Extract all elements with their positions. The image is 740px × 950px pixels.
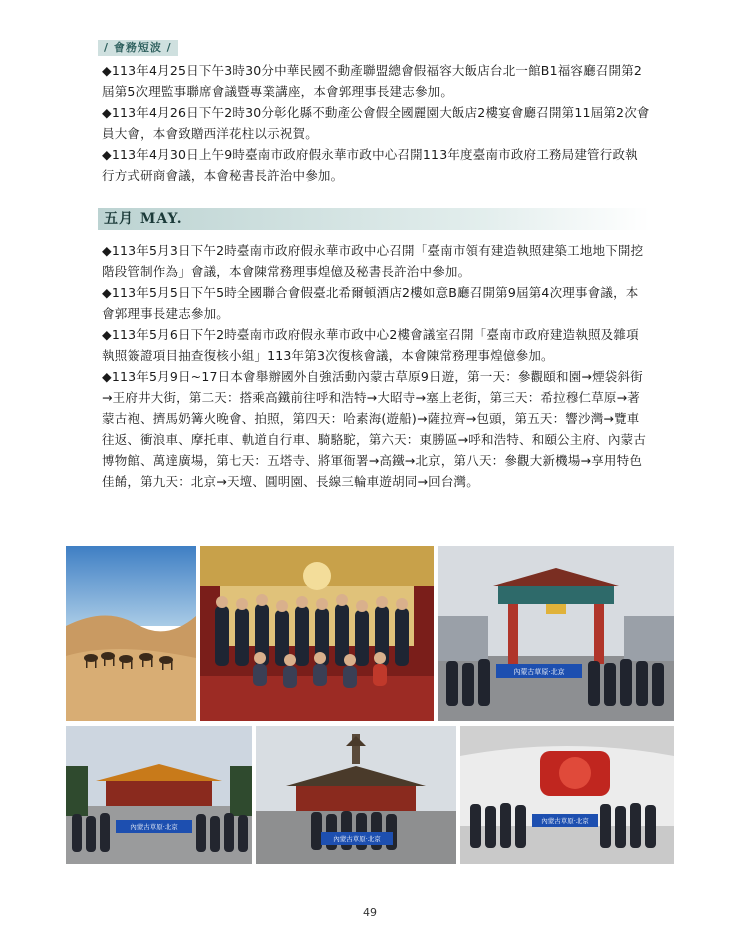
april-item-3: ◆113年4月30日上午9時臺南市政府假永華市政中心召開113年度臺南市政府工務局建管行政執行方式研商會議，本會秘書長許治中參加。 (102, 147, 638, 183)
archway-banner: 內蒙古草原·北京 (513, 668, 565, 676)
may-item-1: ◆113年5月3日下午2時臺南市政府假永華市政中心召開「臺南市領有建造執照建築工地地下開挖階段管制作為」會議，本會陳常務理事煌億及秘書長許治中參加。 (102, 243, 644, 279)
banquet-hall-group-photo (200, 546, 434, 721)
pagoda-banner: 內蒙古草原·北京 (333, 835, 381, 843)
april-item-2: ◆113年4月26日下午2時30分彰化縣不動產公會假全國麗園大飯店2樓宴會廳召開第11屆第2次會員大會，本會致贈西洋花柱以示祝賀。 (102, 105, 650, 141)
temple-banner: 內蒙古草原·北京 (130, 823, 178, 831)
page-number: 49 (363, 906, 377, 919)
museum-banner: 內蒙古草原·北京 (541, 817, 589, 825)
may-item-3: ◆113年5月6日下午2時臺南市政府假永華市政中心2樓會議室召開「臺南市政府建造執照及雜項執照簽證項目抽查復核小組」113年第3次復核會議，本會陳常務理事煌億參加。 (102, 327, 639, 363)
may-item-4: ◆113年5月9日~17日本會舉辦國外自強活動內蒙古草原9日遊，第一天：參觀頤和園→煙袋斜街→王府井大街，第二天：搭乘高鐵前往呼和浩特→大昭寺→塞上老街，第三天：希拉穆仁草原→著蒙古袍、擠馬奶篝火晚會、拍照，第四天：哈素海(遊船)→薩拉齊→包頭，第五天：響沙灣→覽車往返、衝浪車、摩托車、軌道自行車、騎駱駝，第六天：東勝區→呼和浩特、和頤公主府、內蒙古博物館、萬達廣場，第七天：五塔寺、將軍衙署→高鐵→北京，第八天：參觀大新機場→享用特色佳餚，第九天：北京→天壇、圓明園、長線三輪車遊胡同→回台灣。 (102, 369, 647, 489)
april-item-1: ◆113年4月25日下午3時30分中華民國不動產聯盟總會假福容大飯店台北一館B1福容廳召開第2屆第5次理監事聯席會議暨專業講座，本會郭理事長建志參加。 (102, 63, 643, 99)
month-header-may (98, 208, 650, 230)
museum-group-photo (460, 726, 674, 864)
desert-camels-photo (66, 546, 196, 721)
section-tag: / 會務短波 / (98, 40, 178, 56)
archway-group-photo (438, 546, 674, 721)
temple-group-photo (66, 726, 252, 864)
month-label: 五月 MAY. (104, 211, 183, 227)
may-item-2: ◆113年5月5日下午5時全國聯合會假臺北希爾頓酒店2樓如意B廳召開第9屆第4次理事會議，本會郭理事長建志參加。 (102, 285, 639, 321)
pagoda-group-photo (256, 726, 456, 864)
